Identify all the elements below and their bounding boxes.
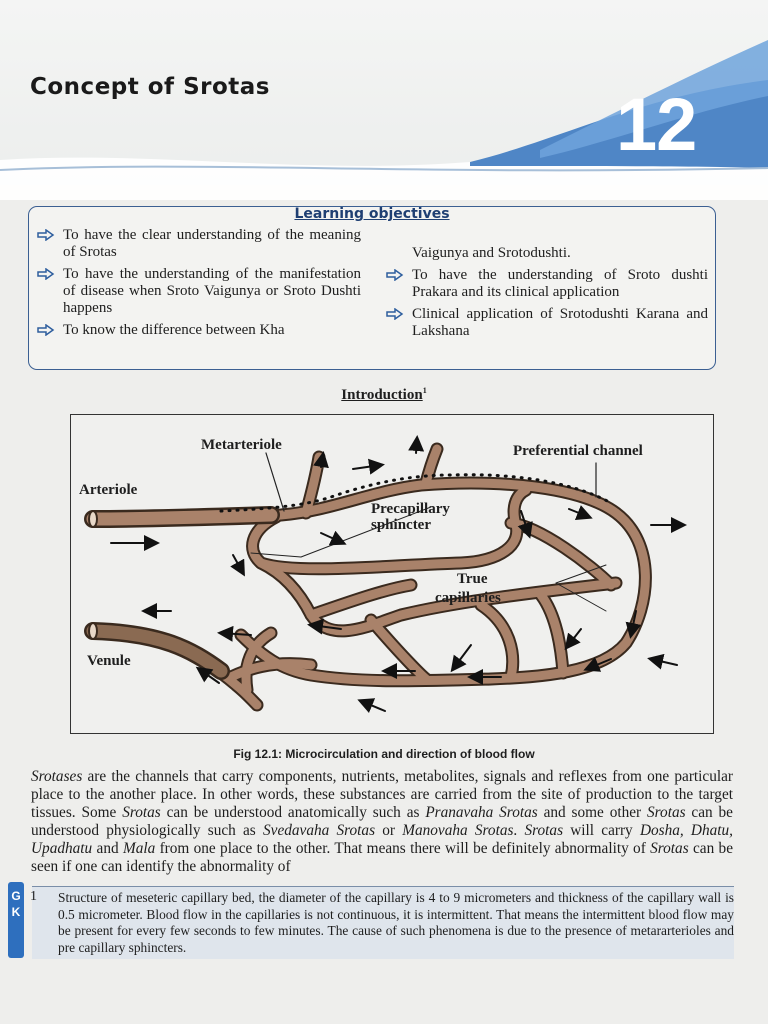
introduction-heading <box>0 386 768 404</box>
objective-text: To have the clear understanding of the meaning of Srotas <box>63 227 361 260</box>
term-pranavaha: Pranavaha Srotas <box>425 804 538 821</box>
term-manovaha: Manovaha Srotas <box>402 822 514 839</box>
text-run: and some other <box>537 804 648 821</box>
label-metarteriole: Metarteriole <box>201 437 282 453</box>
figure-caption: Fig 12.1: Microcirculation and direction of blood flow <box>233 747 535 761</box>
objectives-right-column <box>386 227 708 345</box>
arrow-icon <box>386 308 404 320</box>
objective-item <box>386 306 708 340</box>
gk-letter-k: K <box>11 905 21 919</box>
term-svedavaha: Svedavaha Srotas <box>263 822 376 839</box>
objective-item <box>37 322 361 339</box>
label-sphincter: sphincter <box>371 517 431 533</box>
body-paragraph <box>31 768 733 876</box>
term-srotas: Srotas <box>122 804 161 821</box>
objective-item <box>37 227 361 261</box>
objectives-left-column <box>37 227 361 344</box>
learning-objectives-box <box>28 206 716 370</box>
capillary-bed-diagram <box>71 415 713 733</box>
label-arteriole: Arteriole <box>79 482 138 498</box>
text-run: will carry <box>563 822 640 839</box>
arrow-icon <box>37 229 55 241</box>
objective-text: Clinical application of Srotodushti Karana and Lakshana <box>412 306 708 339</box>
term-srotas: Srotas <box>647 804 686 821</box>
gk-letter-g: G <box>11 889 21 903</box>
objectives-title: Learning objectives <box>294 206 450 222</box>
objective-item <box>386 267 708 301</box>
text-run: and <box>92 840 123 857</box>
objective-text: To have the understanding of the manifestation of disease when Sroto Vaigunya or Sroto Dushti happens <box>63 266 361 316</box>
arrow-icon <box>37 268 55 280</box>
footnote-number: 1 <box>30 889 37 904</box>
objective-text: To know the difference between Kha <box>63 322 285 338</box>
chapter-title: Concept of Srotas <box>30 74 270 100</box>
label-capillaries: capillaries <box>435 590 501 606</box>
introduction-heading-text: Introduction <box>341 387 423 403</box>
arrow-icon <box>37 324 55 336</box>
text-run: from one place to the other. That means there will be definitely abnormality of <box>155 840 651 857</box>
objective-item <box>37 266 361 317</box>
introduction-reference: 1 <box>422 386 427 395</box>
objective-continuation <box>386 245 708 262</box>
label-venule: Venule <box>87 653 131 669</box>
text-run: . <box>513 822 525 839</box>
objective-text: Vaigunya and Srotodushti. <box>412 245 571 261</box>
term-srotas: Srotas <box>650 840 689 857</box>
term-dosha-dhatu: Dosha, Dhatu, Upadhatu <box>31 822 734 857</box>
text-run: are the channels that carry components, nutrients, metabolites, signals and reflexes from one particular place to the another place. In other words, these substances are carried from the site of production to the target tissues. Some <box>31 768 733 821</box>
label-preferential-channel: Preferential channel <box>513 443 643 459</box>
term-srotas: Srotas <box>524 822 564 839</box>
label-precapillary: Precapillary <box>371 501 450 517</box>
chapter-number: 12 <box>616 83 697 166</box>
label-true: True <box>457 571 488 587</box>
footnote-text: Structure of meseteric capillary bed, the diameter of the capillary is 4 to 9 micrometers and thickness of the capillary wall is 0.5 micrometer. Blood flow in the capillaries is not continuous, it is intermittent. That means the intermittent blood flow may be present for every few seconds to few minutes. The cause of such phenomena is due to the presence of metararterioles and pre capillary sphincters. <box>58 890 734 955</box>
text-run: can be seen if one can identify the abnormality of <box>31 840 733 875</box>
footnote-box <box>32 886 734 959</box>
text-run: or <box>375 822 403 839</box>
gk-tab <box>8 882 24 958</box>
arrow-icon <box>386 269 404 281</box>
microcirculation-figure <box>70 414 714 734</box>
term-mala: Mala <box>122 840 156 857</box>
term-srotases: Srotases <box>31 768 83 785</box>
text-run: can be understood anatomically such as <box>160 804 426 821</box>
objective-text: To have the understanding of Sroto dushti Prakara and its clinical application <box>412 267 708 300</box>
text-run: can be understood physiologically such as <box>31 804 733 839</box>
